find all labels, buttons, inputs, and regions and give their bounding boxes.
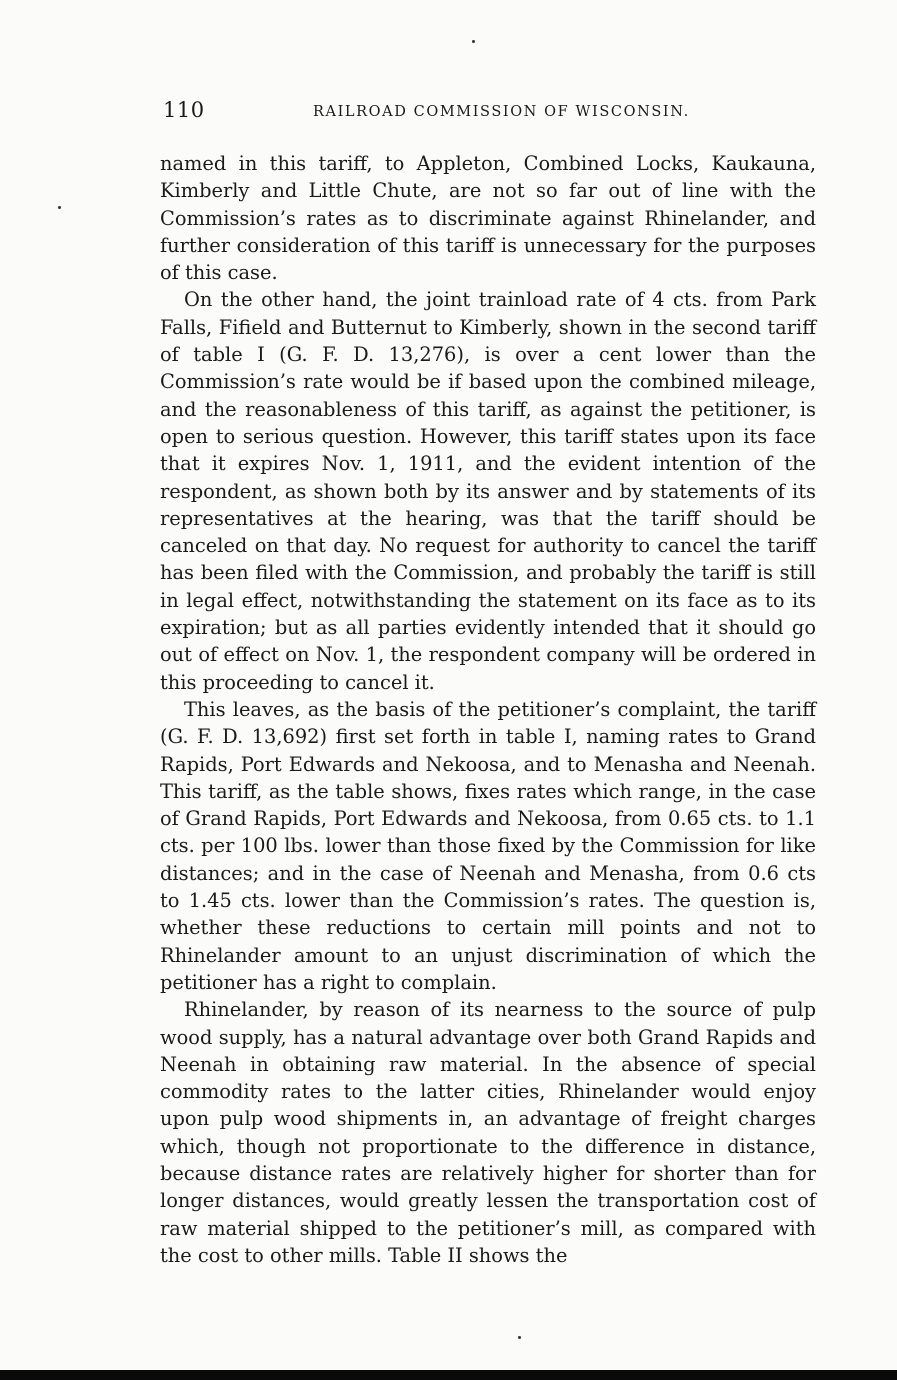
paragraph-2: On the other hand, the joint trainload rate of 4 cts. from Park Falls, Fifield and Butternut to Kimberly, shown in the second tariff of table I (G. F. D. 13,276), is over a cent lower than the Commission’s rate would be if based upon the combined mileage, and the reasonableness of this tariff, as against the petitioner, is open to serious question. However, this tariff states upon its face that it expires Nov. 1, 1911, and the evident intention of the respondent, as shown both by its answer and by statements of its representatives at the hearing, was that the tariff should be canceled on that day. No request for authority to cancel the tariff has been filed with the Commission, and probably the tariff is still in legal effect, notwithstanding the statement on its face as to its expiration; but as all parties evidently intended that it should go out of effect on Nov. 1, the respondent company will be ordered in this proceeding to cancel it. bbox=[160, 288, 816, 694]
scan-speck bbox=[472, 40, 475, 43]
body-text bbox=[160, 150, 816, 1269]
paragraph-3: This leaves, as the basis of the petitioner’s complaint, the tariff (G. F. D. 13,692) first set forth in table I, naming rates to Grand Rapids, Port Edwards and Nekoosa, and to Menasha and Neenah. This tariff, as the table shows, fixes rates which range, in the case of Grand Rapids, Port Edwards and Nekoosa, from 0.65 cts. to 1.1 cts. per 100 lbs. lower than those fixed by the Commission for like distances; and in the case of Neenah and Menasha, from 0.6 cts to 1.45 cts. lower than the Commission’s rates. The question is, whether these reductions to certain mill points and not to Rhinelander amount to an unjust discrimination of which the petitioner has a right to complain. bbox=[160, 697, 816, 994]
scan-speck bbox=[58, 206, 61, 209]
paragraph-4: Rhinelander, by reason of its nearness to the source of pulp wood supply, has a natural advantage over both Grand Rapids and Neenah in obtaining raw material. In the absence of special commodity rates to the latter cities, Rhinelander would enjoy upon pulp wood shipments in, an advantage of freight charges which, though not proportionate to the difference in distance, because distance rates are relatively higher for shorter than for longer distances, would greatly lessen the transportation cost of raw material shipped to the petitioner’s mill, as compared with the cost to other mills. Table II shows the bbox=[160, 998, 816, 1267]
running-head: RAILROAD COMMISSION OF WISCONSIN. bbox=[313, 104, 690, 120]
scan-speck bbox=[518, 1336, 521, 1339]
scan-bottom-edge bbox=[0, 1370, 897, 1380]
page-number: 110 bbox=[163, 98, 205, 122]
page-header bbox=[163, 98, 818, 132]
paragraph-1: named in this tariff, to Appleton, Combined Locks, Kaukauna, Kimberly and Little Chute, are not so far out of line with the Commission’s rates as to discriminate against Rhinelander, and further consideration of this tariff is unnecessary for the purposes of this case. bbox=[160, 152, 816, 285]
